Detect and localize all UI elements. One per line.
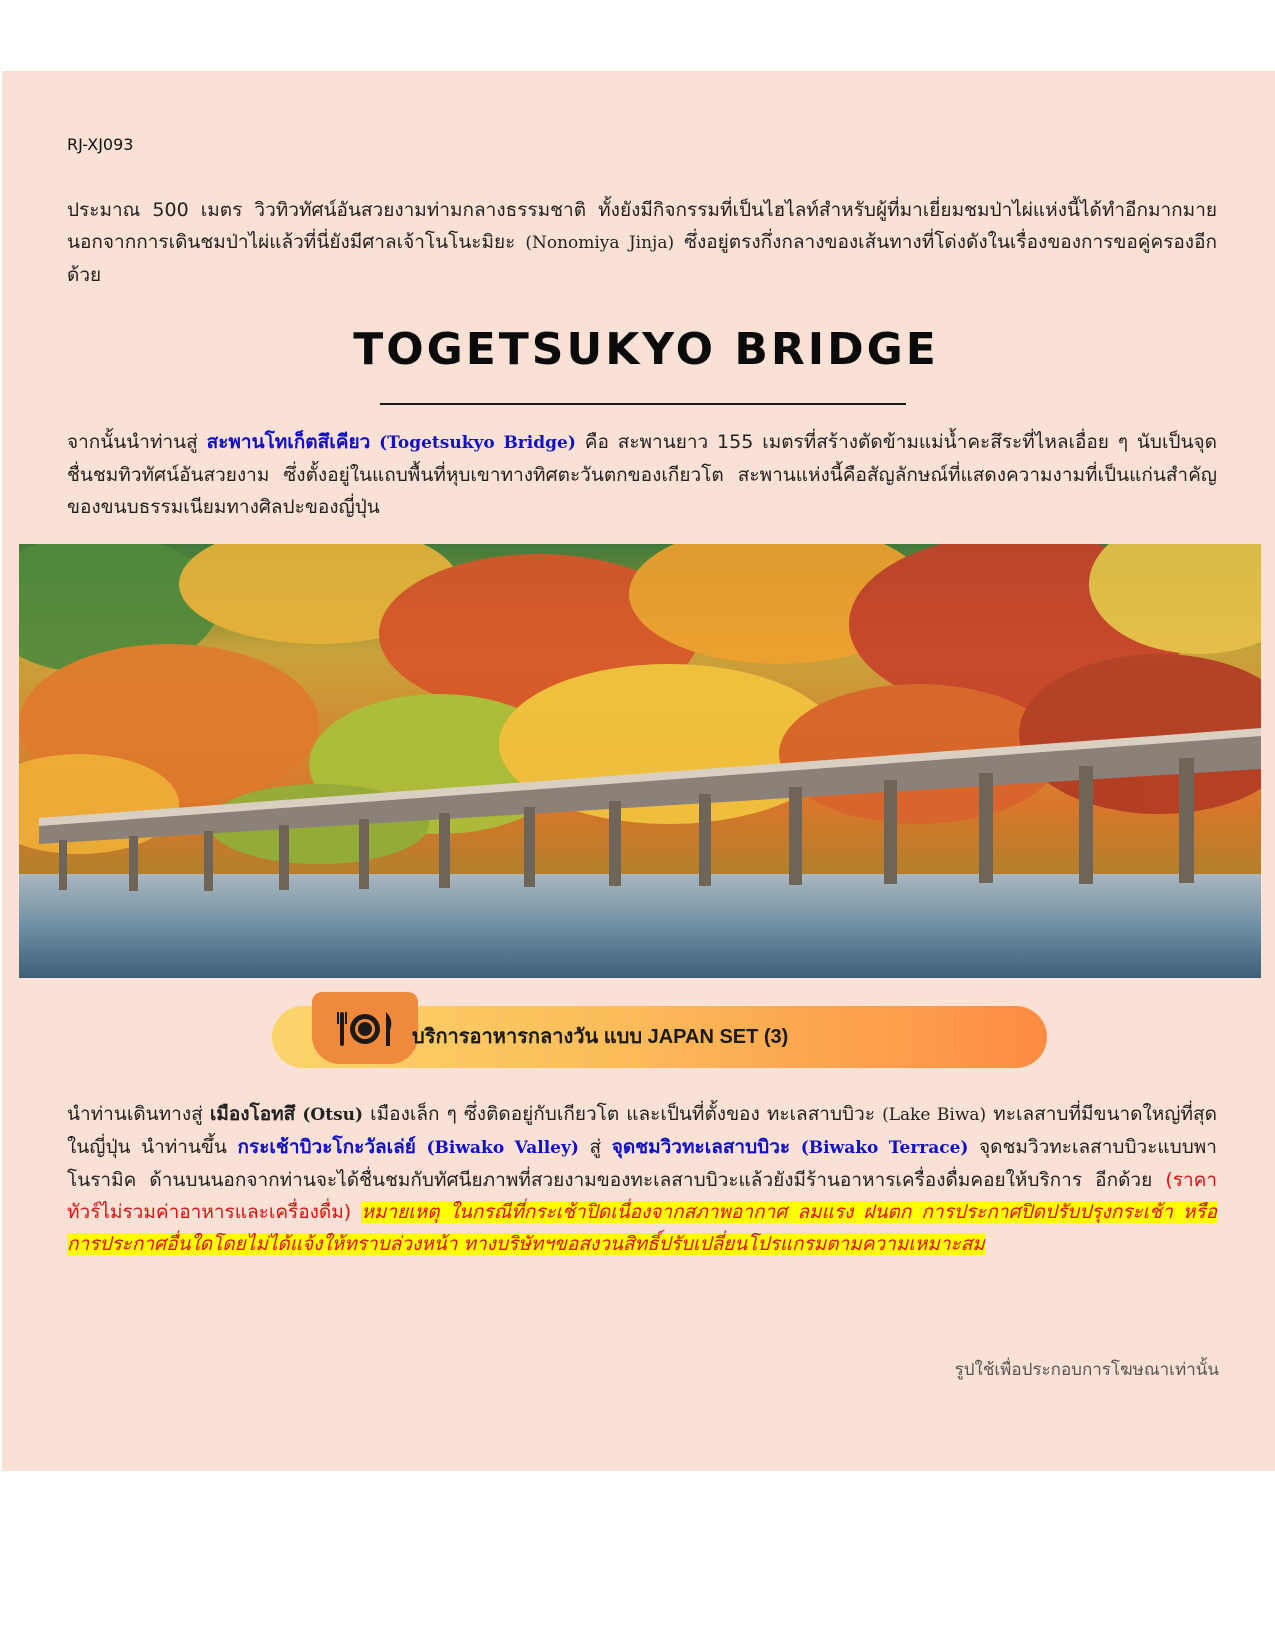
otsu-to: สู่ (589, 1136, 602, 1158)
bridge-name-th: สะพานโทเก็ตสึเคียว (206, 431, 371, 453)
meal-banner-label: บริการอาหารกลางวัน แบบ JAPAN SET (3) (412, 1026, 789, 1048)
bridge-lead: จากนั้นนำท่านสู่ (67, 431, 198, 453)
bridge-text: คือ สะพานยาว 155 เมตรที่สร้างตัดข้ามแม่น้ำคะสึระที่ไหลเอื่อย ๆ นับเป็นจุดชื่นชมทิวทัศน์อันสวยงาม ซึ่งตั้งอยู่ในแถบพื้นที่หุบเขาทางทิศตะวันตกของเกียวโต สะพานแห่งนี้คือสัญลักษณ์ที่แสดงความงามที่เป็นแก่นสำคัญของขนบธรรมเนียมทางศิลปะของญี่ปุ่น (67, 431, 1217, 518)
intro-text-end: ซึ่งอยู่ตรงกึ่งกลางของเส้นทางที่โด่งดังในเรื่องของการขอคู่ครองอีกด้วย (67, 231, 1217, 286)
title-underline (380, 403, 906, 405)
ad-caption: รูปใช้เพื่อประกอบการโฆษณาเท่านั้น (954, 1360, 1219, 1380)
otsu-text2: ทะเลสาบที่มีขนาดใหญ่ที่สุดในญี่ปุ่น นำท่านขึ้น (67, 1103, 1217, 1158)
bridge-name-en: (Togetsukyo Bridge) (379, 433, 576, 453)
plate-fork-knife-icon (334, 1008, 396, 1050)
intro-text: ประมาณ 500 เมตร วิวทิวทัศน์อันสวยงามท่ามกลางธรรมชาติ ทั้งยังมีกิจกรรมที่เป็นไฮไลท์สำหรับผู้ที่มาเยี่ยมชมป่าไผ่แห่งนี้ได้ทำอีกมากมาย นอกจากการเดินชมป่าไผ่แล้วที่นี่ยังมีศาลเจ้าโนโนะมิยะ (67, 199, 1217, 253)
otsu-terrace-en: (Biwako Terrace) (800, 1138, 969, 1158)
intro-paragraph (67, 194, 1217, 291)
intro-serif-term: (Nonomiya Jinja) (525, 233, 675, 253)
remark-highlight: หมายเหตุ ในกรณีที่กระเช้าปิดเนื่องจากสภาพอากาศ ลมแรง ฝนตก การประกาศปิดปรับปรุงกระเช้า หรือการประกาศอื่นใดโดยไม่ได้แจ้งให้ทราบล่วงหน้า ทางบริษัทฯขอสงวนสิทธิ์ปรับเปลี่ยนโปรแกรมตามความเหมาะสม (67, 1201, 1217, 1255)
togetsukyo-bridge-photo (19, 544, 1261, 978)
otsu-paragraph (67, 1098, 1217, 1260)
document-code: RJ-XJ093 (67, 135, 134, 154)
otsu-text3: จุดชมวิวทะเลสาบบิวะแบบพาโนรามิค ด้านบนนอกจากท่านจะได้ชื่นชมกับทัศนียภาพที่สวยงามของทะเลสาบบิวะแล้วยังมีร้านอาหารเครื่องดื่มคอยให้บริการ อีกด้วย (67, 1136, 1217, 1191)
otsu-lake-en: (Lake Biwa) (882, 1105, 987, 1125)
price-note: (ราคาทัวร์ไม่รวมค่าอาหารและเครื่องดื่ม) (67, 1169, 1217, 1223)
document-page (2, 71, 1275, 1471)
otsu-terrace-th: จุดชมวิวทะเลสาบบิวะ (611, 1136, 791, 1158)
otsu-lead: นำท่านเดินทางสู่ (67, 1103, 203, 1125)
otsu-ropeway-en: (Biwako Valley) (426, 1138, 579, 1158)
meal-banner (272, 1006, 1047, 1068)
section-title: TOGETSUKYO BRIDGE (353, 324, 939, 375)
otsu-text1: เมืองเล็ก ๆ ซึ่งติดอยู่กับเกียวโต และเป็นที่ตั้งของ ทะเลสาบบิวะ (370, 1103, 875, 1125)
otsu-city-en: (Otsu) (302, 1105, 364, 1125)
bridge-paragraph (67, 426, 1217, 523)
otsu-ropeway-th: กระเช้าบิวะโกะวัลเล่ย์ (237, 1136, 416, 1158)
otsu-city-th: เมืองโอทสึ (209, 1103, 296, 1125)
meal-banner-tab (312, 992, 418, 1064)
